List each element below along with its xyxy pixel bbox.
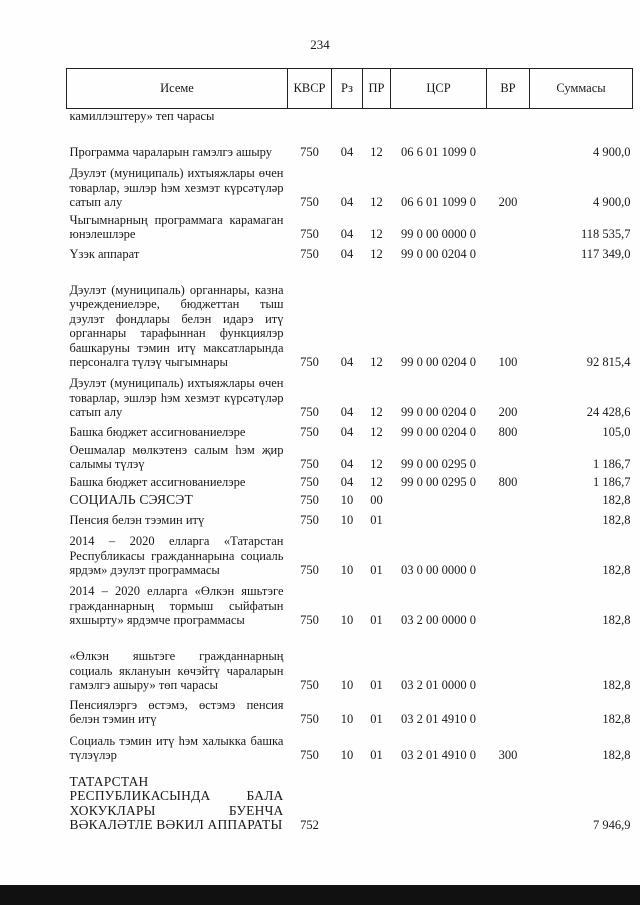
table-row bbox=[67, 531, 633, 581]
cell-kvsr: 752 bbox=[300, 818, 319, 832]
cell-vr: 800 bbox=[498, 425, 518, 439]
cell-sum: 24 428,6 bbox=[586, 405, 631, 419]
cell-name: Оешмалар мөлкэтенэ салым һэм җир салымы түлэү bbox=[69, 442, 284, 471]
cell-pr: 01 bbox=[370, 613, 383, 627]
cell-vr: 300 bbox=[498, 748, 518, 762]
cell-vr bbox=[487, 493, 530, 511]
cell-rz bbox=[332, 109, 363, 127]
cell-csr: 99 0 00 0204 0 bbox=[401, 405, 476, 419]
cell-rz bbox=[332, 766, 363, 836]
cell-rz: 10 bbox=[340, 748, 354, 762]
cell-rz: 04 bbox=[340, 195, 354, 209]
cell-rz: 10 bbox=[340, 563, 354, 577]
cell-rz: 04 bbox=[340, 425, 354, 439]
cell-vr: 800 bbox=[498, 475, 518, 489]
cell-pr: 12 bbox=[370, 227, 383, 241]
cell-vr bbox=[487, 109, 530, 127]
cell-rz: 10 bbox=[340, 712, 354, 726]
cell-sum: 117 349,0 bbox=[580, 247, 631, 261]
cell-sum: 118 535,7 bbox=[580, 227, 631, 241]
cell-csr: 99 0 00 0000 0 bbox=[401, 227, 476, 241]
cell-kvsr: 750 bbox=[300, 145, 319, 159]
header-rz: Рз bbox=[332, 69, 363, 109]
cell-pr: 12 bbox=[370, 405, 383, 419]
cell-csr: 03 0 00 0000 0 bbox=[401, 563, 476, 577]
cell-name: Дэулэт (муниципаль) ихтыяжлары өчен товарлар, эшлэр һэм хезмэт күрсәтүләр сатып алу bbox=[69, 166, 284, 209]
cell-pr: 12 bbox=[370, 425, 383, 439]
cell-name: ТАТАРСТАН РЕСПУБЛИКАСЫНДА БАЛА ХОКУКЛАРЫ БУЕНЧА ВӘКАЛӘТЛЕ ВӘКИЛ АППАРАТЫ bbox=[69, 773, 284, 832]
cell-csr: 03 2 01 4910 0 bbox=[401, 748, 476, 762]
cell-kvsr: 750 bbox=[300, 493, 319, 507]
cell-sum: 182,8 bbox=[602, 748, 631, 762]
cell-sum: 7 946,9 bbox=[593, 818, 631, 832]
cell-vr bbox=[487, 443, 530, 475]
table-row bbox=[67, 213, 633, 245]
cell-pr: 12 bbox=[370, 475, 383, 489]
cell-pr bbox=[363, 766, 391, 836]
cell-rz: 04 bbox=[340, 475, 354, 489]
header-pr: ПР bbox=[363, 69, 391, 109]
cell-csr: 06 6 01 1099 0 bbox=[401, 145, 476, 159]
cell-kvsr: 750 bbox=[300, 425, 319, 439]
cell-kvsr bbox=[288, 109, 332, 127]
cell-rz: 10 bbox=[340, 513, 354, 527]
cell-name: 2014 – 2020 елларга «Өлкэн яшьтэге гражданнарның тормыш сыйфатын яхшырту» ярдэмче программасы bbox=[69, 584, 284, 627]
cell-sum: 182,8 bbox=[602, 563, 631, 577]
cell-rz: 04 bbox=[340, 247, 354, 261]
cell-name: Программа чараларын гамэлгэ ашыру bbox=[69, 145, 272, 159]
cell-pr: 01 bbox=[370, 513, 383, 527]
header-name: Исеме bbox=[67, 69, 288, 109]
table-row bbox=[67, 493, 633, 511]
cell-kvsr: 750 bbox=[300, 563, 319, 577]
cell-vr bbox=[487, 631, 530, 696]
cell-csr: 99 0 00 0204 0 bbox=[401, 355, 476, 369]
cell-name: Дэулэт (муниципаль) органнары, казна учреждениелэре, бюджеттан тыш дэулэт фондлары белэн идарэ итү органнары тарафыннан функциялэр башкаруны тэмин итү максатларында персоналга түлэү чыгымнары bbox=[69, 282, 284, 369]
cell-sum: 1 186,7 bbox=[593, 475, 631, 489]
cell-kvsr: 750 bbox=[300, 678, 319, 692]
cell-name: камиллэштеру» теп чарасы bbox=[69, 109, 215, 123]
cell-name: Социаль тэмин итү һэм халыкка башка түлэүлэр bbox=[69, 733, 284, 762]
budget-table bbox=[66, 68, 633, 836]
cell-vr bbox=[487, 766, 530, 836]
cell-rz: 10 bbox=[340, 613, 354, 627]
cell-csr: 99 0 00 0295 0 bbox=[401, 457, 476, 471]
cell-sum: 105,0 bbox=[602, 425, 631, 439]
cell-sum: 4 900,0 bbox=[593, 195, 631, 209]
cell-rz: 04 bbox=[340, 355, 354, 369]
cell-kvsr: 750 bbox=[300, 457, 319, 471]
cell-kvsr: 750 bbox=[300, 247, 319, 261]
cell-vr bbox=[487, 581, 530, 631]
cell-csr: 99 0 00 0204 0 bbox=[401, 247, 476, 261]
cell-name: Үзэк аппарат bbox=[69, 247, 140, 261]
cell-name: Башка бюджет ассигнованиелэре bbox=[69, 425, 246, 439]
cell-vr bbox=[487, 696, 530, 730]
cell-rz: 04 bbox=[340, 405, 354, 419]
cell-sum: 182,8 bbox=[602, 712, 631, 726]
table-row bbox=[67, 581, 633, 631]
cell-pr: 12 bbox=[370, 355, 383, 369]
cell-pr bbox=[363, 109, 391, 127]
cell-sum: 182,8 bbox=[602, 513, 631, 527]
cell-name: Башка бюджет ассигнованиелэре bbox=[69, 475, 246, 489]
cell-kvsr: 750 bbox=[300, 475, 319, 489]
cell-kvsr: 750 bbox=[300, 748, 319, 762]
cell-csr: 99 0 00 0204 0 bbox=[401, 425, 476, 439]
cell-sum: 182,8 bbox=[602, 493, 631, 507]
table-body bbox=[67, 109, 633, 836]
cell-name: 2014 – 2020 елларга «Татарстан Республикасы гражданнарына социаль ярдэм» дэулэт программасы bbox=[69, 534, 284, 577]
cell-vr: 200 bbox=[498, 405, 518, 419]
table-row bbox=[67, 127, 633, 163]
cell-name: Дэулэт (муниципаль) ихтыяжлары өчен товарлар, эшлэр һэм хезмэт күрсәтүләр сатып алу bbox=[69, 376, 284, 419]
cell-name: «Өлкэн яшьтэге гражданнарның социаль яклануын көчэйтү чараларын гамэлгэ ашыру» төп чарасы bbox=[69, 649, 284, 692]
cell-vr bbox=[487, 531, 530, 581]
cell-sum: 92 815,4 bbox=[586, 355, 631, 369]
cell-vr bbox=[487, 245, 530, 265]
header-sum: Суммасы bbox=[530, 69, 633, 109]
table-row bbox=[67, 766, 633, 836]
cell-sum: 1 186,7 bbox=[593, 457, 631, 471]
cell-kvsr: 750 bbox=[300, 195, 319, 209]
cell-sum bbox=[530, 109, 633, 127]
cell-name: Чыгымнарның программага карамаган юнэлешлэре bbox=[69, 212, 284, 241]
table-row bbox=[67, 443, 633, 475]
cell-pr: 00 bbox=[370, 493, 383, 507]
cell-pr: 12 bbox=[370, 247, 383, 261]
table-row bbox=[67, 163, 633, 213]
page-number: 234 bbox=[310, 37, 330, 52]
cell-sum: 182,8 bbox=[602, 613, 631, 627]
cell-name: Пенсиялэргэ өстэмэ, өстэмэ пенсия белэн тэмин итү bbox=[69, 697, 284, 726]
cell-pr: 12 bbox=[370, 457, 383, 471]
cell-kvsr: 750 bbox=[300, 405, 319, 419]
header-vr: ВР bbox=[487, 69, 530, 109]
scan-edge-bar bbox=[0, 885, 640, 905]
cell-csr: 99 0 00 0295 0 bbox=[401, 475, 476, 489]
cell-vr bbox=[487, 511, 530, 531]
cell-kvsr: 750 bbox=[300, 712, 319, 726]
header-csr: ЦСР bbox=[391, 69, 487, 109]
table-row bbox=[67, 511, 633, 531]
cell-pr: 01 bbox=[370, 748, 383, 762]
cell-pr: 12 bbox=[370, 195, 383, 209]
cell-pr: 01 bbox=[370, 712, 383, 726]
cell-kvsr: 750 bbox=[300, 355, 319, 369]
cell-pr: 01 bbox=[370, 678, 383, 692]
cell-rz: 04 bbox=[340, 227, 354, 241]
table-row bbox=[67, 475, 633, 493]
cell-kvsr: 750 bbox=[300, 613, 319, 627]
cell-sum: 4 900,0 bbox=[593, 145, 631, 159]
cell-kvsr: 750 bbox=[300, 227, 319, 241]
cell-name: СОЦИАЛЬ СЭЯСЭТ bbox=[69, 492, 193, 507]
cell-rz: 04 bbox=[340, 457, 354, 471]
header-kvsr: КВСР bbox=[288, 69, 332, 109]
table-row bbox=[67, 373, 633, 423]
cell-csr: 03 2 00 0000 0 bbox=[401, 613, 476, 627]
table-row bbox=[67, 631, 633, 696]
cell-csr: 06 6 01 1099 0 bbox=[401, 195, 476, 209]
cell-rz: 10 bbox=[340, 678, 354, 692]
cell-csr bbox=[391, 766, 487, 836]
table-row bbox=[67, 109, 633, 127]
cell-pr: 01 bbox=[370, 563, 383, 577]
cell-csr bbox=[391, 493, 487, 511]
cell-vr: 100 bbox=[498, 355, 518, 369]
table-row bbox=[67, 423, 633, 443]
cell-rz: 10 bbox=[340, 493, 354, 507]
cell-csr bbox=[391, 511, 487, 531]
cell-vr bbox=[487, 213, 530, 245]
table-header bbox=[67, 69, 633, 109]
cell-vr bbox=[487, 127, 530, 163]
cell-vr: 200 bbox=[498, 195, 518, 209]
table-row bbox=[67, 245, 633, 265]
cell-sum: 182,8 bbox=[602, 678, 631, 692]
cell-pr: 12 bbox=[370, 145, 383, 159]
cell-rz: 04 bbox=[340, 145, 354, 159]
table-row bbox=[67, 265, 633, 373]
cell-kvsr: 750 bbox=[300, 513, 319, 527]
cell-csr: 03 2 01 4910 0 bbox=[401, 712, 476, 726]
table-row bbox=[67, 696, 633, 730]
table-row bbox=[67, 730, 633, 766]
cell-csr: 03 2 01 0000 0 bbox=[401, 678, 476, 692]
cell-csr bbox=[391, 109, 487, 127]
cell-name: Пенсия белэн тээмин итү bbox=[69, 513, 205, 527]
